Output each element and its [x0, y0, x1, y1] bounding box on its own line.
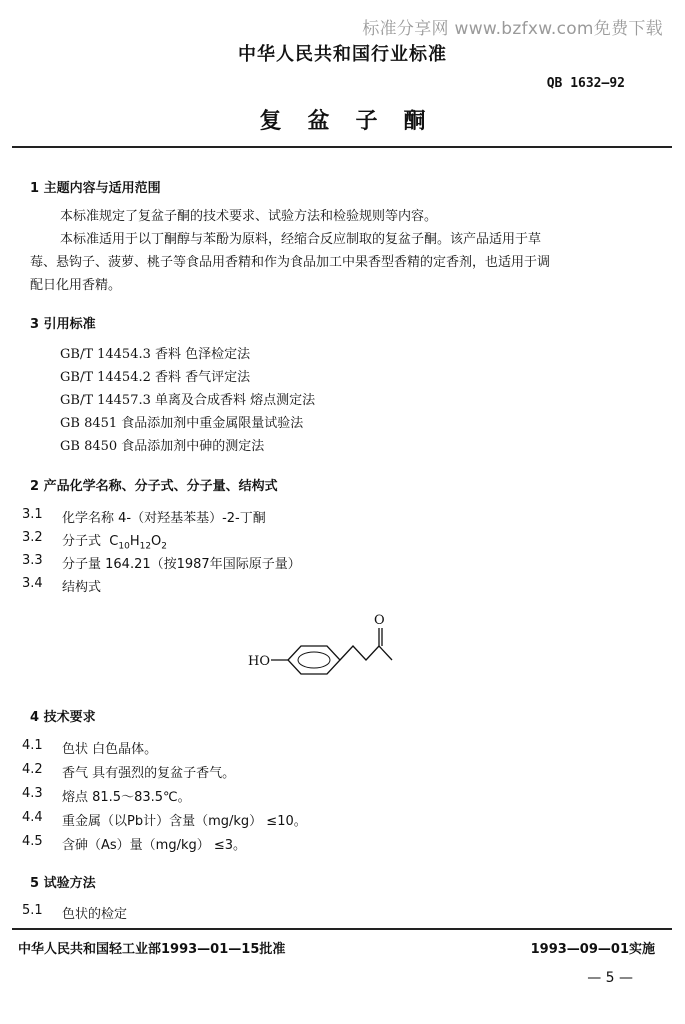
effective-date: 1993—09—01实施 [530, 942, 655, 957]
butanone-chain [340, 646, 392, 660]
formula-h: H [129, 534, 140, 549]
aromatic-circle [298, 652, 330, 668]
formula-c: C [109, 534, 119, 549]
approval-info: 中华人民共和国轻工业部1993—01—15批准 [18, 942, 286, 957]
structural-formula-diagram [240, 608, 420, 688]
section-1-heading: 1 主题内容与适用范围 [30, 181, 161, 196]
footer-divider [12, 928, 672, 930]
molecular-formula [62, 530, 167, 552]
requirement-item: 熔点 81.5～83.5℃。 [62, 790, 191, 805]
formula-label: 分子式 [62, 534, 102, 549]
item-number: 3.4 [22, 576, 43, 591]
requirement-item: 含砷（As）量（mg/kg） ≤3。 [62, 838, 247, 853]
formula-h-count: 12 [139, 541, 152, 552]
standard-category-title: 中华人民共和国行业标准 [238, 44, 447, 65]
watermark: 标准分享网 www.bzfxw.com免费下载 [362, 19, 663, 39]
section-1-paragraph-2-line-1: 本标准适用于以丁酮醇与苯酚为原料，经缩合反应制取的复盆子酮。该产品适用于草 [60, 232, 542, 247]
benzene-ring [288, 646, 340, 674]
item-number: 4.1 [22, 738, 43, 753]
item-number: 3.3 [22, 553, 43, 568]
chemical-info-heading: 2 产品化学名称、分子式、分子量、结构式 [30, 479, 278, 494]
formula-o: O [151, 534, 162, 549]
requirement-item: 色状 白色晶体。 [62, 742, 158, 757]
test-methods-heading: 5 试验方法 [30, 876, 96, 891]
hydroxyl-label: HO [248, 654, 270, 669]
carbonyl-oxygen-label: O [374, 613, 385, 628]
technical-requirements-heading: 4 技术要求 [30, 710, 96, 725]
requirement-item: 重金属（以Pb计）含量（mg/kg） ≤10。 [62, 814, 307, 829]
item-number: 4.2 [22, 762, 43, 777]
section-1-paragraph-2-line-2: 莓、悬钩子、菠萝、桃子等食品用香精和作为食品加工中果香型香精的定香剂，也适用于调 [30, 255, 551, 270]
document-title: 复盆子酮 [259, 109, 452, 134]
item-number: 3.2 [22, 530, 43, 545]
formula-c-count: 10 [118, 541, 130, 552]
requirement-item: 香气 具有强烈的复盆子香气。 [62, 766, 236, 781]
reference-item: GB 8451 食品添加剂中重金属限量试验法 [60, 416, 304, 431]
item-number: 4.5 [22, 834, 43, 849]
test-method-item: 色状的检定 [62, 907, 128, 922]
reference-item: GB/T 14454.3 香料 色泽检定法 [60, 347, 251, 362]
formula-o-count: 2 [161, 541, 168, 552]
reference-item: GB/T 14457.3 单离及合成香料 熔点测定法 [60, 393, 316, 408]
item-number: 4.4 [22, 810, 43, 825]
reference-item: GB/T 14454.2 香料 香气评定法 [60, 370, 251, 385]
item-number: 5.1 [22, 903, 43, 918]
structural-formula-label: 结构式 [62, 580, 102, 595]
molecular-weight: 分子量 164.21（按1987年国际原子量） [62, 557, 301, 572]
references-heading: 3 引用标准 [30, 317, 96, 332]
reference-item: GB 8450 食品添加剂中砷的测定法 [60, 439, 265, 454]
item-number: 3.1 [22, 507, 43, 522]
header-divider [12, 146, 672, 148]
standard-code: QB 1632—92 [546, 76, 625, 91]
page-number: — 5 — [587, 970, 633, 986]
section-1-paragraph-2-line-3: 配日化用香精。 [30, 278, 122, 293]
section-1-paragraph-1: 本标准规定了复盆子酮的技术要求、试验方法和检验规则等内容。 [60, 209, 438, 224]
chemical-name: 化学名称 4-（对羟基苯基）-2-丁酮 [62, 511, 266, 526]
item-number: 4.3 [22, 786, 43, 801]
